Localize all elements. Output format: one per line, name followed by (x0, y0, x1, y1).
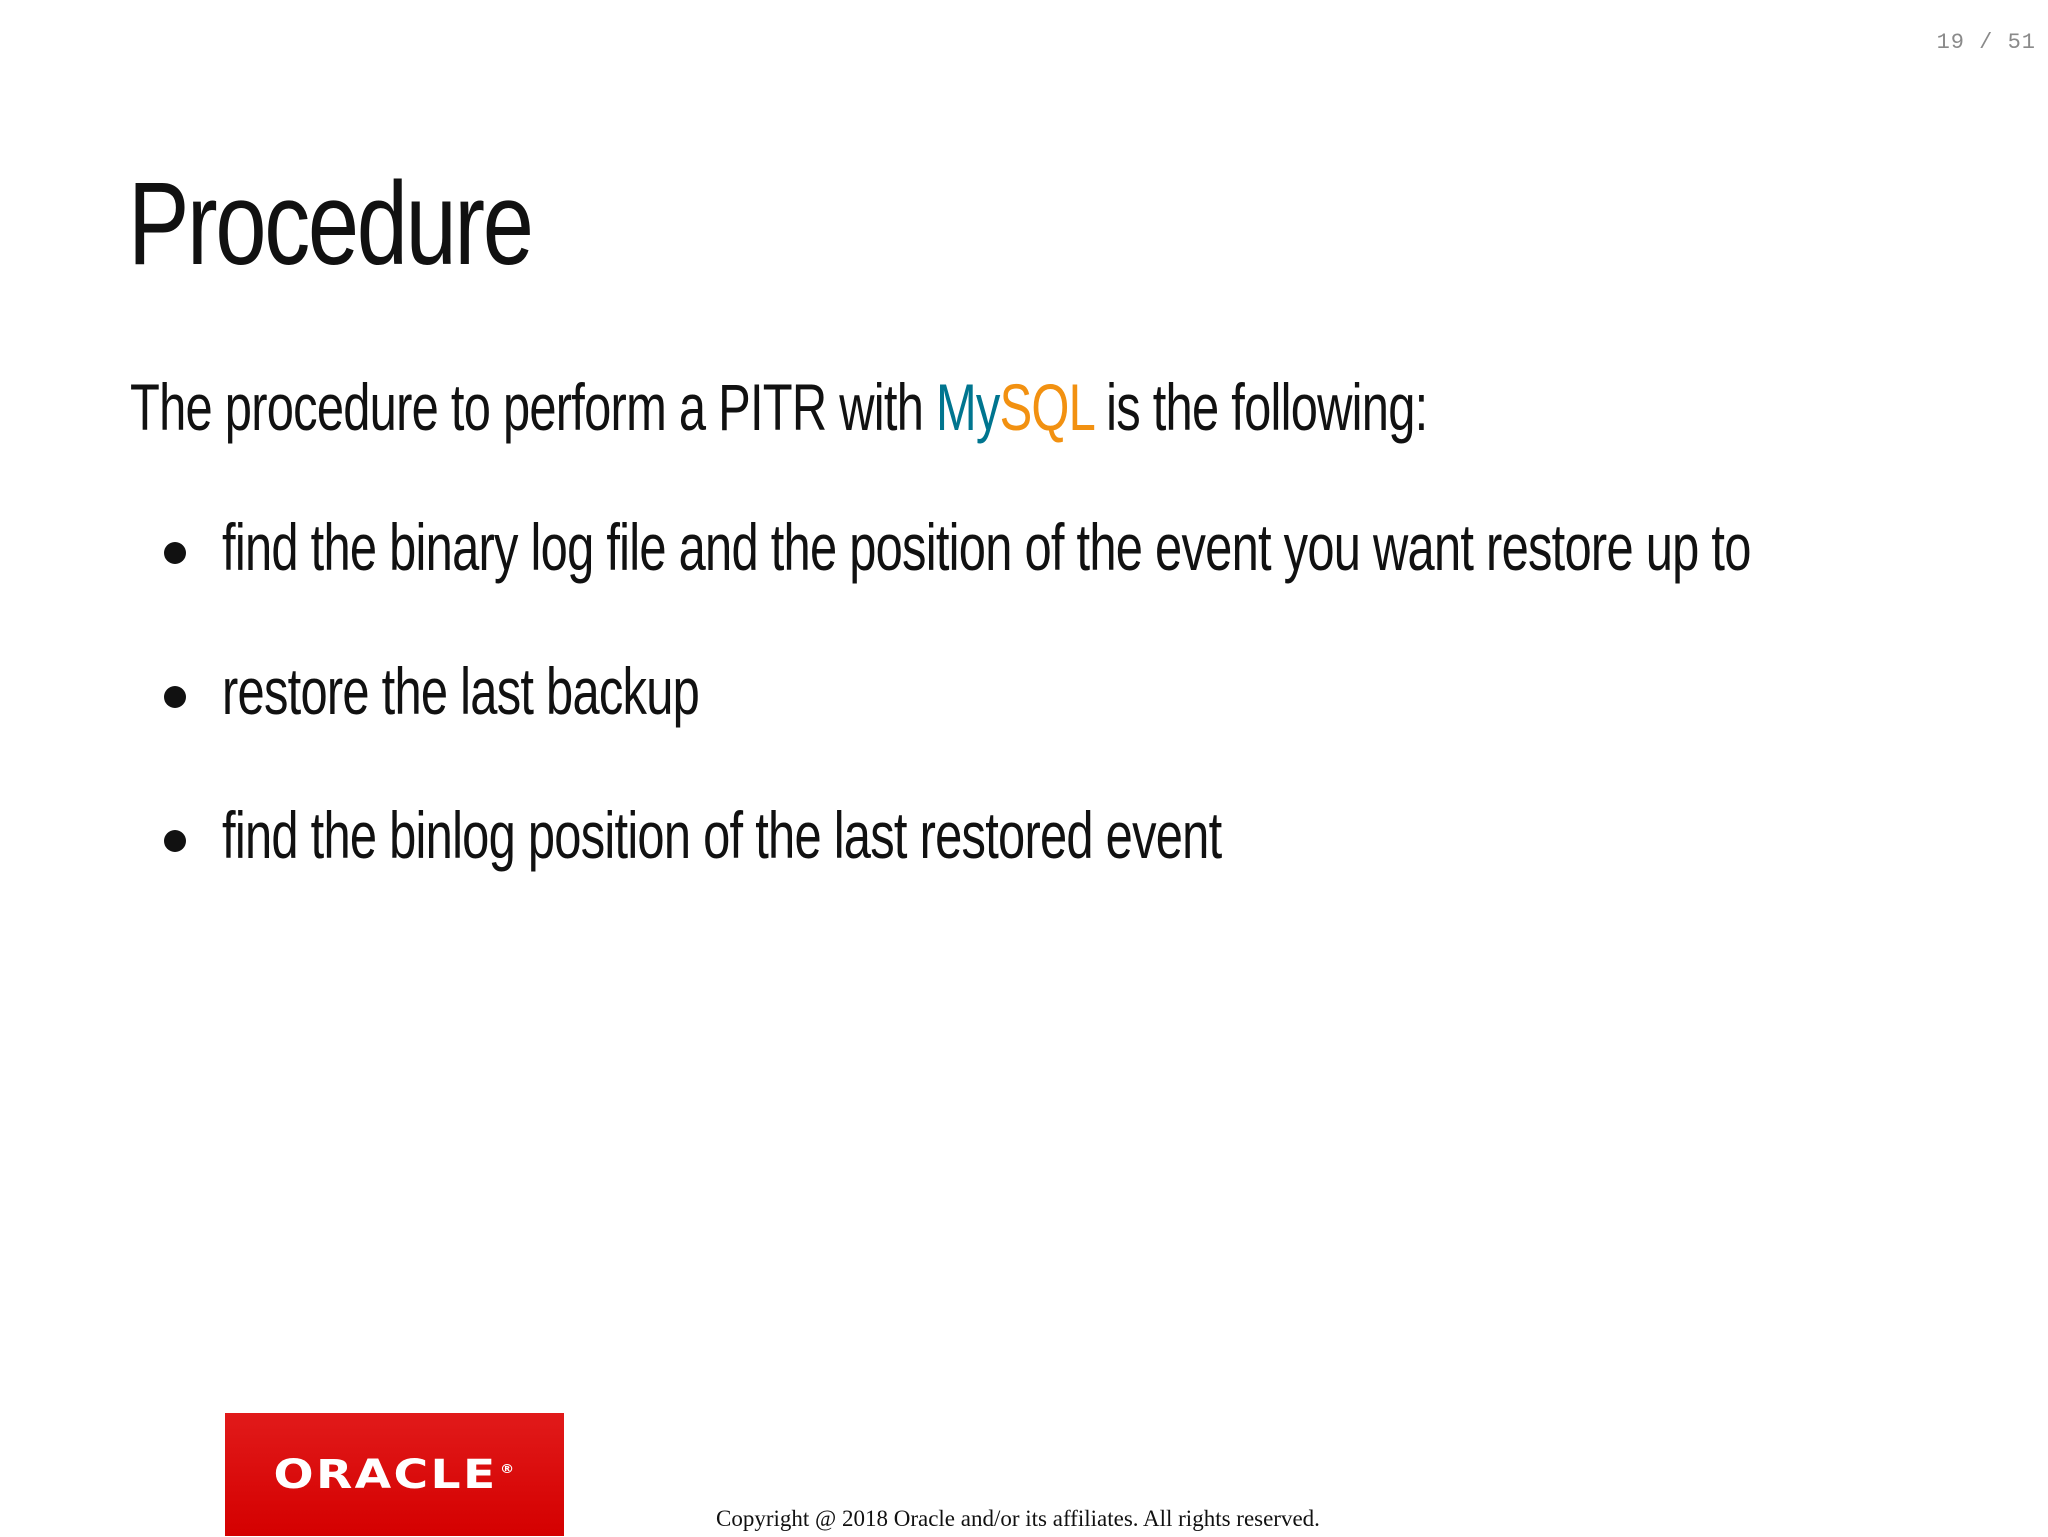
intro-text-before: The procedure to perform a PITR with (130, 370, 936, 444)
procedure-step-text: find the binary log file and the position of the event you want restore up to (222, 510, 1751, 584)
bullet-icon (164, 830, 186, 852)
bullet-icon (164, 686, 186, 708)
intro-paragraph (130, 368, 1427, 447)
mysql-brand-sql: SQL (999, 370, 1094, 444)
registered-mark: ® (499, 1462, 517, 1477)
procedure-step-text: find the binlog position of the last restored event (222, 798, 1222, 872)
procedure-step-text: restore the last backup (222, 654, 700, 728)
page-counter: 19 / 51 (1936, 30, 2036, 55)
slide-title: Procedure (128, 158, 532, 290)
intro-text-after: is the following: (1093, 370, 1428, 444)
oracle-logo (225, 1413, 564, 1536)
oracle-logo-text: ORACLE ® (272, 1451, 517, 1498)
mysql-brand-my: My (935, 370, 1000, 444)
bullet-icon (164, 542, 186, 564)
copyright-notice: Copyright @ 2018 Oracle and/or its affiliates. All rights reserved. (716, 1506, 1320, 1531)
